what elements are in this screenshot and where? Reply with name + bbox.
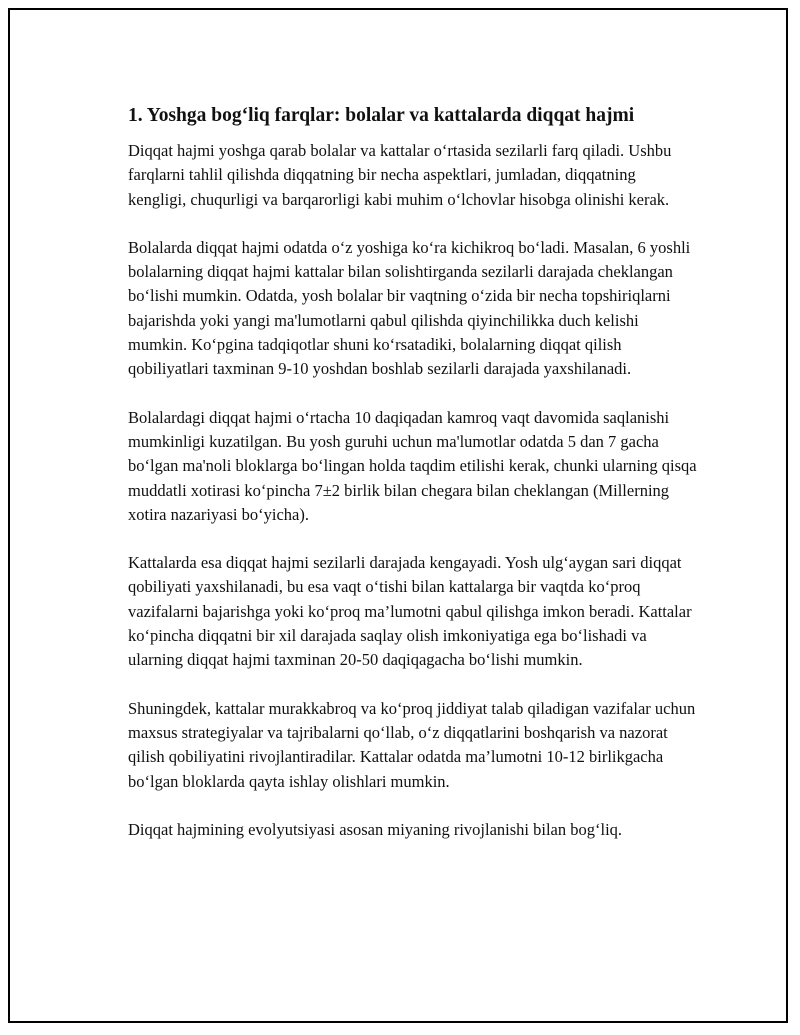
paragraph-adults-strategies: Shuningdek, kattalar murakkabroq va ko‘proq jiddiyat talab qiladigan vazifalar uchun maxsus strategiyalar va tajribalarni qo‘llab, o‘z diqqatlarini boshqarish va nazorat qilish qobiliyatini rivojlantiradilar. Kattalar odatda ma’lumotni 10-12 birlikgacha bo‘lgan bloklarda qayta ishlay olishlari mumkin. [128,698,696,791]
paragraph-evolution: Diqqat hajmining evolyutsiyasi asosan miyaning rivojlanishi bilan bog‘liq. [128,819,623,839]
document-body [128,103,698,866]
paragraph-children: Bolalarda diqqat hajmi odatda o‘z yoshiga ko‘ra kichikroq bo‘ladi. Masalan, 6 yoshli bolalarning diqqat hajmi kattalar bilan solishtirganda sezilarli darajada cheklangan bo‘lishi mumkin. Odatda, yosh bolalar bir vaqtning o‘zida bir necha topshiriqlarni bajarishda yoki yangi ma'lumotlarni qabul qilishda qiyinchilikka duch kelishi mumkin. Ko‘pgina tadqiqotlar shuni ko‘rsatadiki, bolalarning diqqat qilish qobiliyatlari taxminan 9-10 yoshdan boshlab sezilarli darajada yaxshilanadi. [128,237,691,379]
paragraph-adults: Kattalarda esa diqqat hajmi sezilarli darajada kengayadi. Yosh ulg‘aygan sari diqqat qobiliyati yaxshilanadi, bu esa vaqt o‘tishi bilan kattalarga bir vaqtda ko‘proq vazifalarni bajarishga yoki ko‘proq ma’lumotni qabul qilishga imkon beradi. Kattalar ko‘pincha diqqatni bir xil darajada saqlay olish imkoniyatiga ega bo‘lishadi va ularning diqqat hajmi taxminan 20-50 daqiqagacha bo‘lishi mumkin. [128,553,692,670]
paragraph-intro: Diqqat hajmi yoshga qarab bolalar va kattalar o‘rtasida sezilarli farq qiladi. Ushbu farqlarni tahlil qilishda diqqatning bir necha aspektlari, jumladan, diqqatning kengligi, chuqurligi va barqarorligi kabi muhim o‘lchovlar hisobga olinishi kerak. [128,141,672,209]
section-heading: 1. Yoshga bog‘liq farqlar: bolalar va kattalarda diqqat hajmi [128,105,635,126]
paragraph-children-duration: Bolalardagi diqqat hajmi o‘rtacha 10 daqiqadan kamroq vaqt davomida saqlanishi mumkinligi kuzatilgan. Bu yosh guruhi uchun ma'lumotlar odatda 5 dan 7 gacha bo‘lgan ma'noli bloklarga bo‘lingan holda taqdim etilishi kerak, chunki ularning qisqa muddatli xotirasi ko‘pincha 7±2 birlik bilan chegara bilan cheklangan (Millerning xotira nazariyasi bo‘yicha). [128,407,697,524]
page-border [8,8,788,1023]
